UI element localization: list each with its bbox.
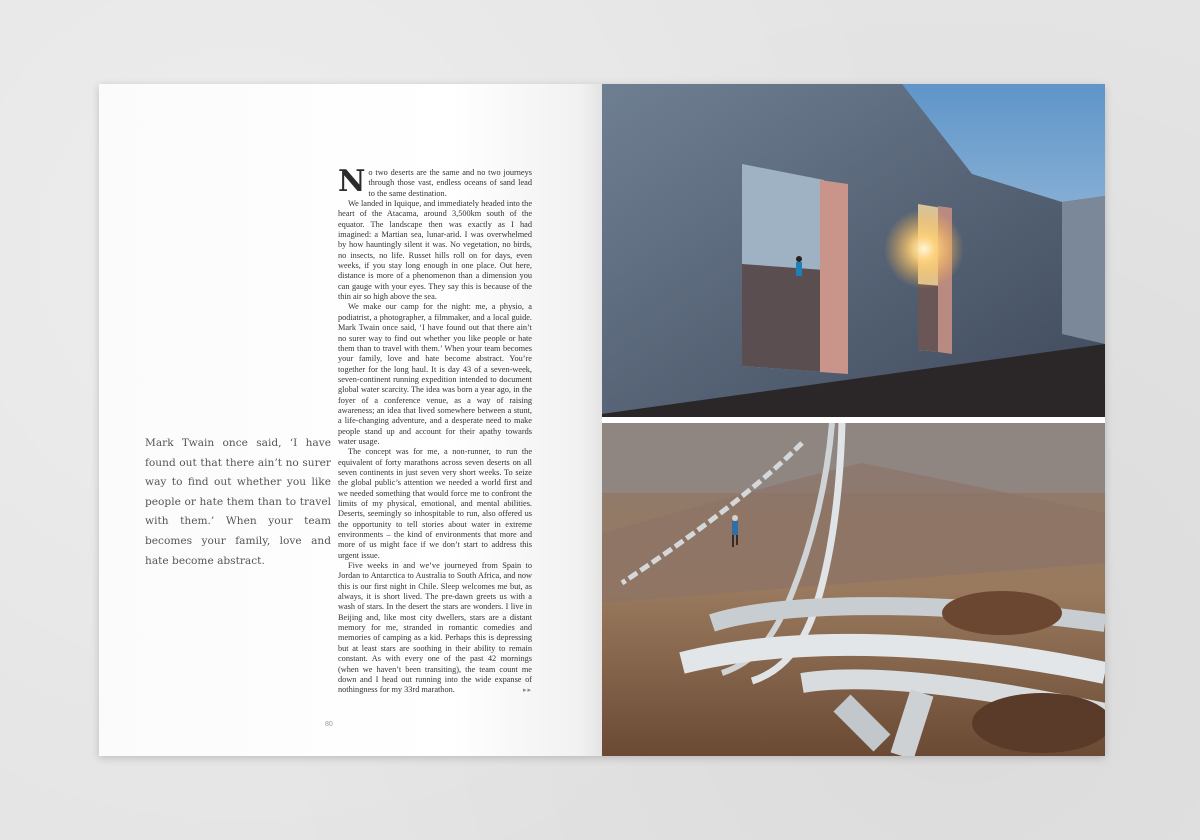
article-paragraph: We make our camp for the night: me, a physio, a podiatrist, a photographer, a filmmaker, and a local guide. Mark Twain once said, ‘I have found out that there ain’t no surer way to find out whether you like people or hate them than to travel with them.’ When your team becomes your family, love and hate become abstract. You’re together for the long haul. It is day 43 of a seven-week, seven-continent running expedition intended to document global water scarcity. The idea was born a year ago, in the foyer of a conference venue, as a way of raising awareness; an idea that lived somewhere between a stunt, a life-changing adventure, and a desperate need to make people stand up and account for their apathy towards water usage.: [338, 302, 532, 446]
continue-arrow-icon: ▸▸: [522, 686, 532, 695]
article-body: [338, 164, 532, 696]
pull-quote: Mark Twain once said, ‘I have found out that there ain’t no surer way to find out whether you like people or hate them than to travel with them.’ When your team becomes your family, love and hate become abstract.: [145, 437, 331, 567]
drop-cap: N: [338, 164, 366, 199]
page-number: 80: [325, 721, 333, 728]
article-paragraph: [338, 164, 532, 199]
article-paragraph: The concept was for me, a non-runner, to run the equivalent of forty marathons across seven deserts on all seven continents in just seven very short weeks. To seize the global public’s attention we needed a world first and we needed something that would force me to confront the limits of my physical, emotional, and mental abilities. Deserts, seemingly so inhospitable to run, also offered us the opportunity to tell stories about water in extreme environments – the kind of environments that more and more of us might face if we don’t start to address this urgent issue.: [338, 447, 532, 560]
article-paragraph: We landed in Iquique, and immediately headed into the heart of the Atacama, around 3,500km south of the equator. The landscape then was exactly as I had imagined: a Martian sea, lunar-arid. I was overwhelmed by how hauntingly silent it was. No vegetation, no birds, no insects, no life. Russet hills roll on for days, even weeks, if you stay long enough in one place. Out here, distance is more of a phenomenon than a dimension you can gauge with your eyes. They say this is because of the thin air so high above the sea.: [338, 199, 532, 302]
magazine-spread: [99, 84, 1105, 756]
right-page: [602, 84, 1105, 756]
paragraph-text: Five weeks in and we’ve journeyed from Spain to Jordan to Antarctica to Australia to South Africa, and now this is our first night in Chile. Sleep welcomes me but, as always, it is short lived. The pre-dawn greets us with a wash of stars. In the desert the stars are wonders. I live in Beijing and, like most city dwellers, stars are a distant memory for me, stranded in romantic comedies and memories of camping as a kid. Perhaps this is depressing but at least stars are soothing in their ability to remain constant. As with every one of the past 42 mornings (when we haven’t been transiting), the team count me down and I head out running into the wide expanse of nothingness for my 33rd marathon.: [338, 561, 532, 695]
left-page: [99, 84, 602, 756]
article-paragraph: [338, 561, 532, 695]
ruined-building-photo: [602, 84, 1105, 417]
paragraph-text: o two deserts are the same and no two journeys through those vast, endless oceans of sand lead to the same destination.: [368, 168, 532, 198]
pipeline-runner-photo: [602, 423, 1105, 756]
